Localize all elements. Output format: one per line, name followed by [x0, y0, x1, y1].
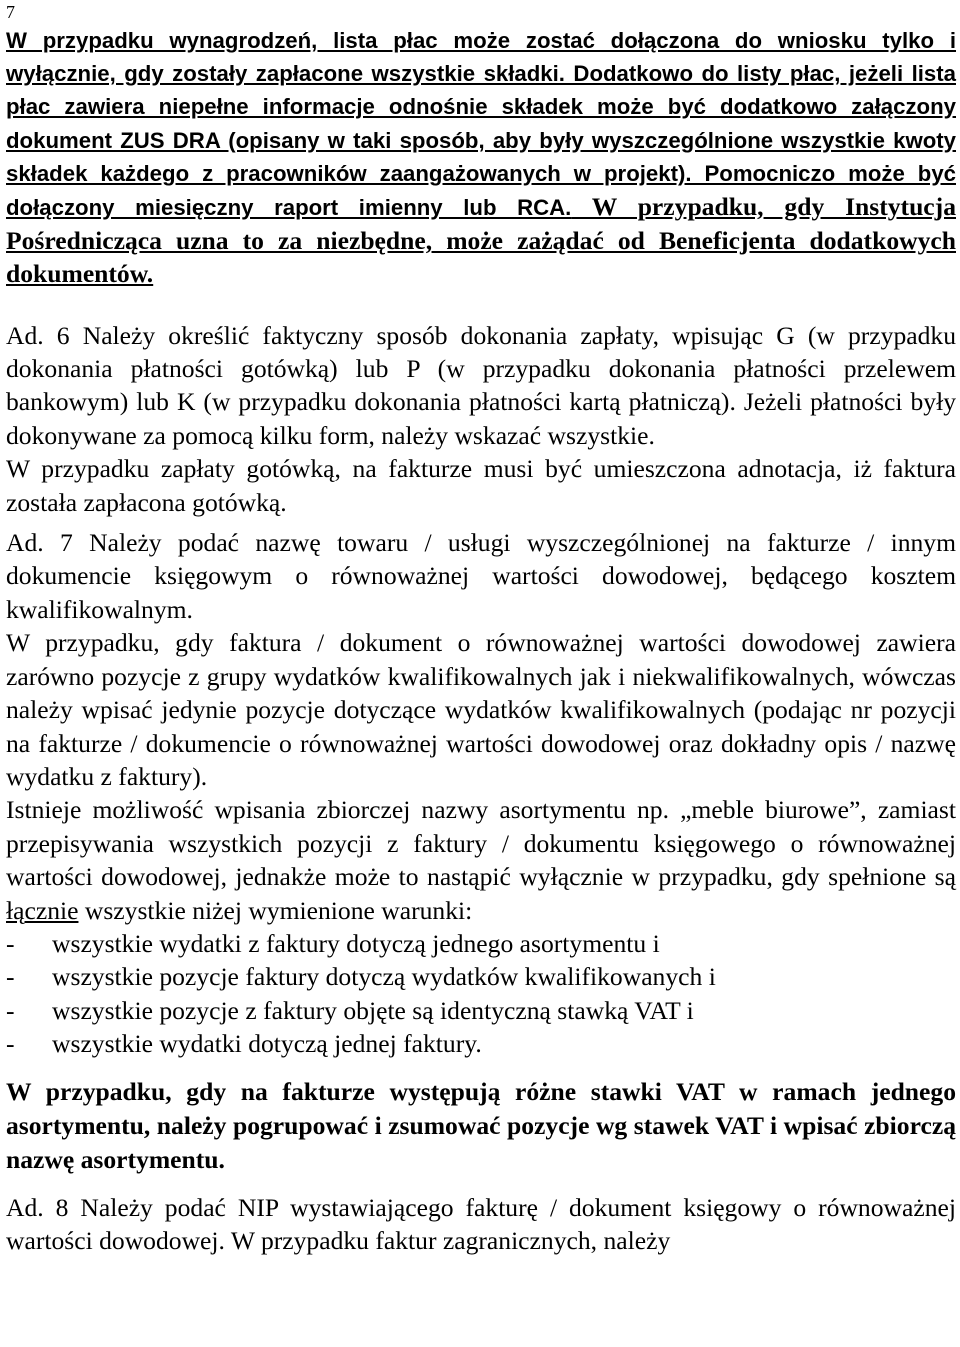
list-item-text: wszystkie pozycje z faktury objęte są identyczną stawką VAT i [52, 995, 694, 1025]
ad7-paragraph-1: Ad. 7 Należy podać nazwę towaru / usługi wyszczególnionej na fakturze / innym dokumencie księgowym o równoważnej wartości dowodowej, będącego kosztem kwalifikowalnym. [6, 528, 956, 624]
list-item-text: wszystkie wydatki z faktury dotyczą jednego asortymentu i [52, 928, 660, 958]
list-item [6, 1027, 956, 1060]
intro-paragraph [6, 24, 956, 291]
ad8-paragraph-1: Ad. 8 Należy podać NIP wystawiającego fakturę / dokument księgowy o równoważnej wartości dowodowej. W przypadku faktur zagranicznych, należy [6, 1192, 956, 1255]
vat-bold-note: W przypadku, gdy na fakturze występują różne stawki VAT w ramach jednego asortymentu, należy pogrupować i zsumować pozycje wg stawek VAT i wpisać zbiorczą nazwę asortymentu. [6, 1076, 956, 1174]
list-item-text: wszystkie wydatki dotyczą jednej faktury. [52, 1029, 482, 1059]
list-item [6, 960, 956, 993]
list-marker: - [6, 995, 15, 1025]
ad7-paragraph-3 [6, 793, 956, 927]
ad7-p3-before: Istnieje możliwość wpisania zbiorczej nazwy asortymentu np. „meble biurowe”, zamiast przepisywania wszystkich pozycji z faktury / dokumentu księgowego o równoważnej wartości dowodowej, jednakże może to nastąpić wyłącznie w przypadku, gdy spełnione są [6, 795, 956, 892]
ad7-paragraph-2: W przypadku, gdy faktura / dokument o równoważnej wartości dowodowej zawiera zarówno pozycje z grupy wydatków kwalifikowalnych jak i niekwalifikowalnych, wówczas należy wpisać jedynie pozycje dotyczące wydatków kwalifikowalnych (podając nr pozycji na fakturze / dokumencie o równoważnej wartości dowodowej oraz dokładny opis / nazwę wydatku z faktury). [6, 628, 956, 791]
list-marker: - [6, 928, 15, 958]
intro-serif-text: W przypadku, gdy Instytucja Pośrednicząca uzna to za niezbędne, może zażądać od Beneficjenta dodatkowych dokumentów. [6, 192, 956, 289]
list-marker: - [6, 962, 15, 992]
ad6-paragraph-2: W przypadku zapłaty gotówką, na fakturze musi być umieszczona adnotacja, iż faktura została zapłacona gotówką. [6, 454, 956, 517]
intro-sans-text: W przypadku wynagrodzeń, lista płac może zostać dołączona do wniosku tylko i wyłącznie, gdy zostały zapłacone wszystkie składki. Dodatkowo do listy płac, jeżeli lista płac zawiera niepełne informacje odnośnie składek może być dodatkowo załączony dokument ZUS DRA (opisany w taki sposób, aby były wyszczególnione wszystkie kwoty składek każdego z pracowników zaangażowanych w projekt). Pomocniczo może być dołączony miesięczny raport imienny lub RCA. [6, 28, 956, 221]
ad7-p3-after: wszystkie niżej wymienione warunki: [78, 895, 473, 925]
list-item [6, 927, 956, 960]
list-item [6, 994, 956, 1027]
page-number: 7 [6, 2, 15, 22]
list-marker: - [6, 1029, 15, 1059]
list-item-text: wszystkie pozycje faktury dotyczą wydatków kwalifikowanych i [52, 962, 716, 992]
document-body [6, 24, 956, 1257]
ad7-p3-underlined: łącznie [6, 895, 79, 925]
ad6-paragraph-1: Ad. 6 Należy określić faktyczny sposób dokonania zapłaty, wpisując G (w przypadku dokonania płatności gotówką) lub P (w przypadku dokonania płatności przelewem bankowym) lub K (w przypadku dokonania płatności kartą płatniczą). Jeżeli płatności były dokonywane za pomocą kilku form, należy wskazać wszystkie. [6, 320, 956, 450]
